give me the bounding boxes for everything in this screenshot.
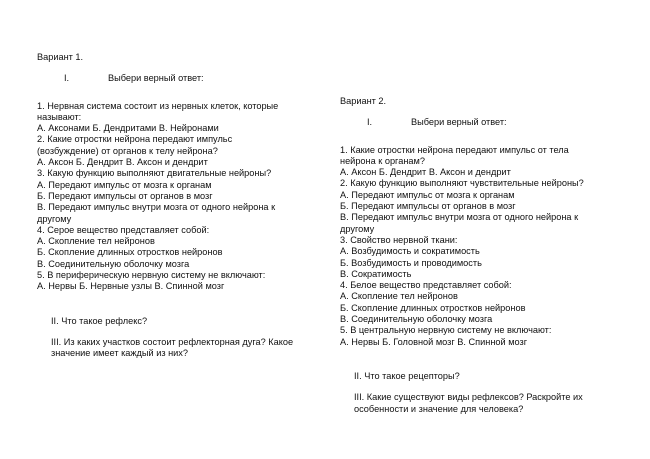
question-line: 3. Какую функцию выполняют двигательные нейроны? xyxy=(37,168,272,179)
question-line: нейрона к органам? xyxy=(340,155,425,166)
variant-2-question-iii-line-1: III. Какие существуют виды рефлексов? Раскройте их xyxy=(354,392,583,403)
question-line: Б. Передают импульсы от органов в мозг xyxy=(37,190,213,201)
question-line: А. Аксон Б. Дендрит В. Аксон и дендрит xyxy=(37,157,208,168)
question-line: 2. Какие отростки нейрона передают импульс xyxy=(37,134,233,145)
question-line: А. Нервы Б. Нервные узлы В. Спинной мозг xyxy=(37,281,225,292)
section-title: Выбери верный ответ: xyxy=(411,117,507,128)
question-line: А. Нервы Б. Головной мозг В. Спинной мозг xyxy=(340,336,528,347)
question-line: (возбуждение) от органов к телу нейрона? xyxy=(37,145,218,156)
question-line: А. Передают импульс от мозга к органам xyxy=(37,179,212,190)
question-line: В. Соединительную оболочку мозга xyxy=(37,258,190,269)
question-line: А. Аксонами Б. Дендритами В. Нейронами xyxy=(37,123,219,134)
question-line: 3. Свойство нервной ткани: xyxy=(340,234,458,245)
question-line: Б. Возбудимость и проводимость xyxy=(340,257,482,268)
question-line: А. Скопление тел нейронов xyxy=(37,236,155,247)
variant-1-question-iii-line-1: III. Из каких участков состоит рефлекторная дуга? Какое xyxy=(51,336,294,347)
variant-2-question-ii: II. Что такое рецепторы? xyxy=(354,370,460,381)
question-line: В. Соединительную оболочку мозга xyxy=(340,314,493,325)
question-line: 5. В периферическую нервную систему не включают: xyxy=(37,270,266,281)
question-line: другому xyxy=(340,223,375,234)
question-line: 5. В центральную нервную систему не включают: xyxy=(340,325,552,336)
variant-1-section-heading xyxy=(64,73,307,84)
question-line: В. Сократимость xyxy=(340,268,412,279)
variant-1-title: Вариант 1. xyxy=(37,52,84,62)
variant-2-questions xyxy=(340,145,615,348)
question-line: В. Передают импульс внутри мозга от одного нейрона к xyxy=(37,202,276,213)
question-line: А. Возбудимость и сократимость xyxy=(340,246,480,257)
section-number: I. xyxy=(367,117,373,128)
variant-1-question-iii-line-2: значение имеет каждый из них? xyxy=(51,348,189,359)
variant-1-question-ii: II. Что такое рефлекс? xyxy=(51,315,148,326)
question-line: другому xyxy=(37,213,72,224)
question-line: 1. Какие отростки нейрона передают импульс от тела xyxy=(340,144,569,155)
question-line: В. Передают импульс внутри мозга от одного нейрона к xyxy=(340,212,579,223)
variant-2-column xyxy=(340,96,615,415)
question-line: называют: xyxy=(37,111,82,122)
question-line: А. Аксон Б. Дендрит В. Аксон и дендрит xyxy=(340,167,511,178)
question-line: 4. Серое вещество представляет собой: xyxy=(37,224,210,235)
question-line: А. Передают импульс от мозга к органам xyxy=(340,189,515,200)
question-line: 2. Какую функцию выполняют чувствительные нейроны? xyxy=(340,178,584,189)
section-number: I. xyxy=(64,73,70,84)
question-line: 1. Нервная система состоит из нервных клеток, которые xyxy=(37,100,279,111)
variant-2-title: Вариант 2. xyxy=(340,96,387,106)
variant-1-column xyxy=(37,52,307,360)
question-line: 4. Белое вещество представляет собой: xyxy=(340,280,512,291)
question-line: Б. Передают импульсы от органов в мозг xyxy=(340,201,516,212)
question-line: А. Скопление тел нейронов xyxy=(340,291,458,302)
variant-2-section-heading xyxy=(367,117,615,128)
variant-1-questions xyxy=(37,101,307,293)
question-line: Б. Скопление длинных отростков нейронов xyxy=(37,247,223,258)
section-title: Выбери верный ответ: xyxy=(108,73,204,84)
question-line: Б. Скопление длинных отростков нейронов xyxy=(340,302,526,313)
variant-2-question-iii-line-2: особенности и значение для человека? xyxy=(354,403,524,414)
